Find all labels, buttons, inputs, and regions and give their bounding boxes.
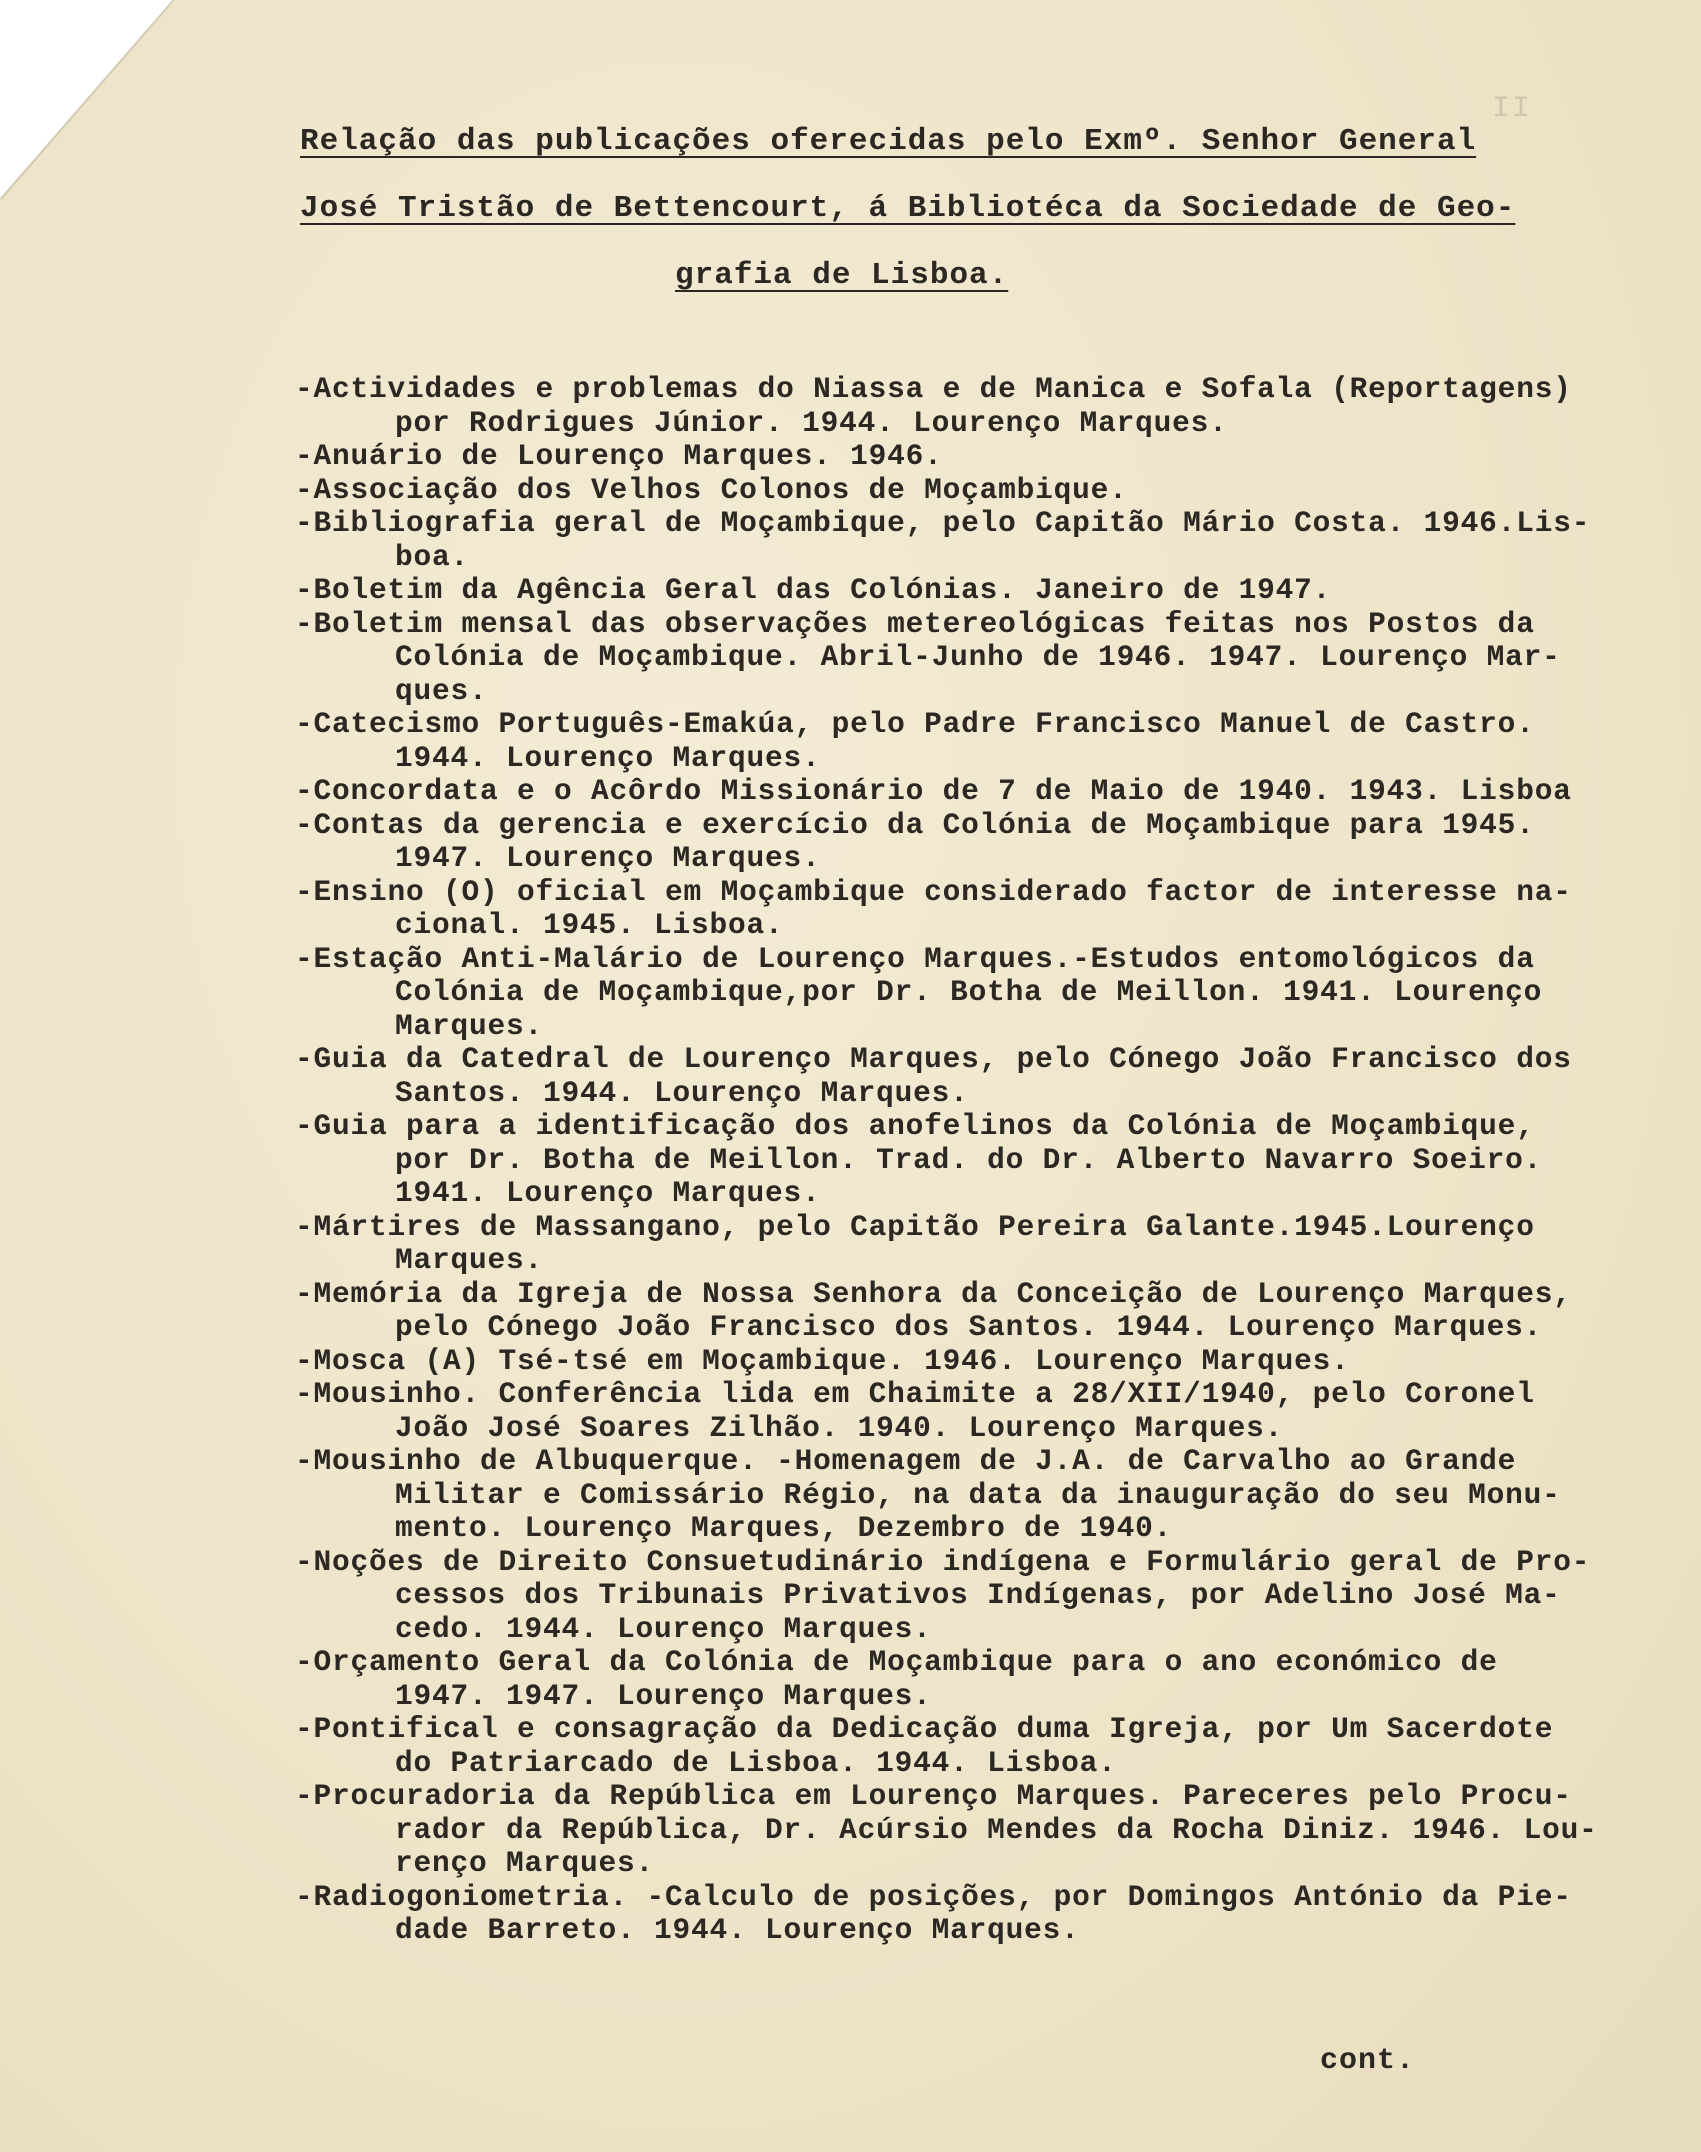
- page-number: II: [1492, 92, 1533, 126]
- publication-entry: [295, 608, 1695, 709]
- publication-entry-line: Santos. 1944. Lourenço Marques.: [395, 1075, 969, 1110]
- publication-entry-line: -Mosca (A) Tsé-tsé em Moçambique. 1946. Lourenço Marques.: [295, 1343, 1350, 1378]
- publication-entry-line: 1947. Lourenço Marques.: [395, 841, 821, 875]
- publication-entry: [295, 1445, 1695, 1546]
- publication-entry-line: dade Barreto. 1944. Lourenço Marques.: [395, 1913, 1080, 1947]
- publication-entry-line: mento. Lourenço Marques, Dezembro de 1940.: [395, 1511, 1173, 1545]
- publication-entry-line: -Associação dos Velhos Colonos de Moçambique.: [295, 472, 1128, 507]
- publication-entry-line: renço Marques.: [395, 1846, 655, 1880]
- publication-entry-line: 1944. Lourenço Marques.: [395, 740, 821, 775]
- publication-list: [295, 373, 1695, 1948]
- continuation-note: cont.: [1320, 2044, 1416, 2078]
- publication-entry: [295, 1278, 1695, 1345]
- publication-entry-line: Colónia de Moçambique,por Dr. Botha de Meillon. 1941. Lourenço: [395, 975, 1543, 1009]
- publication-entry-line: cional. 1945. Lisboa.: [395, 908, 784, 942]
- publication-entry-line: ques.: [395, 673, 488, 708]
- publication-entry-line: -Guia da Catedral de Lourenço Marques, pelo Cónego João Francisco dos: [295, 1042, 1572, 1076]
- publication-entry-line: -Memória da Igreja de Nossa Senhora da Conceição de Lourenço Marques,: [295, 1276, 1572, 1311]
- publication-entry: [295, 1345, 1695, 1379]
- document-title: [300, 108, 1600, 309]
- publication-entry-line: -Catecismo Português-Emakúa, pelo Padre Francisco Manuel de Castro.: [295, 707, 1535, 741]
- publication-entry-line: Marques.: [395, 1243, 544, 1277]
- publication-entry-line: rador da República, Dr. Acúrsio Mendes da Rocha Diniz. 1946. Lou-: [395, 1812, 1598, 1847]
- publication-entry-line: -Pontifical e consagração da Dedicação duma Igreja, por Um Sacerdote: [295, 1712, 1554, 1746]
- publication-entry-line: do Patriarcado de Lisboa. 1944. Lisboa.: [395, 1745, 1117, 1780]
- publication-entry-line: 1941. Lourenço Marques.: [395, 1176, 821, 1210]
- publication-entry: [295, 1110, 1695, 1211]
- publication-entry-line: João José Soares Zilhão. 1940. Lourenço Marques.: [395, 1410, 1284, 1445]
- title-line: José Tristão de Bettencourt, á Bibliotéca da Sociedade de Geo-: [300, 191, 1516, 226]
- publication-entry: [295, 1043, 1695, 1110]
- publication-entry-line: -Anuário de Lourenço Marques. 1946.: [295, 439, 943, 473]
- publication-entry: [295, 943, 1695, 1044]
- publication-entry-line: Militar e Comissário Régio, na data da inauguração do seu Monu-: [395, 1477, 1561, 1512]
- publication-entry: [295, 373, 1695, 440]
- publication-entry: [295, 440, 1695, 474]
- publication-entry: [295, 1646, 1695, 1713]
- publication-entry-line: -Ensino (O) oficial em Moçambique considerado factor de interesse na-: [295, 874, 1572, 909]
- publication-entry: [295, 474, 1695, 508]
- publication-entry-line: por Dr. Botha de Meillon. Trad. do Dr. Alberto Navarro Soeiro.: [395, 1142, 1543, 1177]
- publication-entry-line: -Actividades e problemas do Niassa e de Manica e Sofala (Reportagens): [295, 372, 1572, 406]
- publication-entry: [295, 574, 1695, 608]
- publication-entry-line: cessos dos Tribunais Privativos Indígenas, por Adelino José Ma-: [395, 1578, 1561, 1612]
- publication-entry: [295, 809, 1695, 876]
- publication-entry-line: 1947. 1947. Lourenço Marques.: [395, 1678, 932, 1713]
- publication-entry-line: -Orçamento Geral da Colónia de Moçambique para o ano económico de: [295, 1645, 1498, 1679]
- publication-entry: [295, 775, 1695, 809]
- publication-entry-line: -Procuradoria da República em Lourenço Marques. Pareceres pelo Procu-: [295, 1779, 1572, 1813]
- publication-entry-line: -Boletim mensal das observações metereológicas feitas nos Postos da: [295, 606, 1535, 641]
- publication-entry-line: -Mártires de Massangano, pelo Capitão Pereira Galante.1945.Lourenço: [295, 1209, 1535, 1244]
- title-line: grafia de Lisboa.: [675, 258, 1009, 293]
- publication-entry-line: -Radiogoniometria. -Calculo de posições, por Domingos António da Pie-: [295, 1879, 1572, 1914]
- publication-entry: [295, 1780, 1695, 1881]
- publication-entry-line: Colónia de Moçambique. Abril-Junho de 1946. 1947. Lourenço Mar-: [395, 640, 1561, 674]
- publication-entry: [295, 1713, 1695, 1780]
- publication-entry: [295, 1881, 1695, 1948]
- publication-entry-line: -Noções de Direito Consuetudinário indígena e Formulário geral de Pro-: [295, 1544, 1591, 1579]
- publication-entry-line: pelo Cónego João Francisco dos Santos. 1944. Lourenço Marques.: [395, 1310, 1543, 1344]
- publication-entry: [295, 876, 1695, 943]
- publication-entry-line: -Mousinho. Conferência lida em Chaimite a 28/XII/1940, pelo Coronel: [295, 1377, 1535, 1411]
- publication-entry-line: -Concordata e o Acôrdo Missionário de 7 de Maio de 1940. 1943. Lisboa: [295, 774, 1572, 808]
- publication-entry: [295, 1211, 1695, 1278]
- publication-entry-line: boa.: [395, 539, 470, 574]
- publication-entry-line: -Estação Anti-Malário de Lourenço Marques.-Estudos entomológicos da: [295, 941, 1535, 976]
- publication-entry-line: Marques.: [395, 1008, 544, 1043]
- publication-entry-line: -Mousinho de Albuquerque. -Homenagem de J.A. de Carvalho ao Grande: [295, 1444, 1517, 1478]
- title-line: Relação das publicações oferecidas pelo Exmº. Senhor General: [300, 124, 1477, 159]
- publication-entry-line: cedo. 1944. Lourenço Marques.: [395, 1611, 932, 1646]
- publication-entry: [295, 1546, 1695, 1647]
- publication-entry-line: -Boletim da Agência Geral das Colónias. Janeiro de 1947.: [295, 573, 1332, 607]
- publication-entry-line: por Rodrigues Júnior. 1944. Lourenço Marques.: [395, 405, 1228, 440]
- publication-entry-line: -Guia para a identificação dos anofelinos da Colónia de Moçambique,: [295, 1109, 1535, 1143]
- publication-entry-line: -Bibliografia geral de Moçambique, pelo Capitão Mário Costa. 1946.Lis-: [295, 506, 1591, 540]
- publication-entry: [295, 1378, 1695, 1445]
- publication-entry: [295, 507, 1695, 574]
- publication-entry: [295, 708, 1695, 775]
- publication-entry-line: -Contas da gerencia e exercício da Colónia de Moçambique para 1945.: [295, 807, 1535, 842]
